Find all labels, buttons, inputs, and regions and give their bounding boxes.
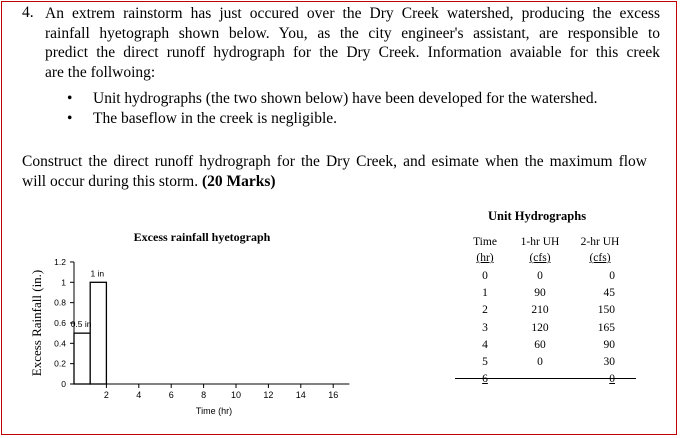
uh-header-unit: (hr): [476, 252, 494, 264]
chart-bar-label: 0.5 in: [70, 319, 92, 330]
uh-cell: 120: [531, 321, 549, 334]
x-tick-label: 8: [201, 390, 207, 400]
uh-cell: 165: [597, 321, 615, 334]
y-tick-label: 0: [61, 379, 66, 389]
uh-cell: 2: [482, 304, 488, 317]
x-tick-label: 2: [103, 390, 109, 400]
intro-line: An extrem rainstorm has just occured over the Dry Creek watershed, producing the excess: [45, 5, 660, 22]
marks-label: (20 Marks): [201, 172, 276, 190]
y-tick-label: 0.8: [54, 297, 66, 308]
uh-header-top: 1-hr UH: [520, 236, 560, 248]
uh-cell: 0: [537, 270, 543, 282]
chart-bar-label: 1 in: [90, 268, 105, 279]
chart-x-ticks: [104, 384, 338, 400]
uh-cell: 90: [603, 338, 615, 351]
chart-axes: [74, 262, 349, 384]
uh-cell: 6: [482, 373, 488, 386]
intro-line: predict the direct runoff hydrograph for the Dry Creek. Information avaiable for this creek: [45, 44, 660, 61]
uh-cell: 30: [603, 356, 615, 368]
y-tick-label: 0.4: [54, 338, 66, 349]
task-line-text: will occur during this storm.: [22, 172, 199, 190]
uh-header-unit: (cfs): [589, 252, 611, 264]
uh-table-title: Unit Hydrographs: [488, 209, 587, 223]
y-tick-label: 1.2: [54, 256, 66, 267]
uh-cell: 0: [609, 270, 615, 282]
intro-line: rainfall hyetograph shown below. You, as the city engineer's assistant, are responsible to: [45, 24, 660, 42]
chart-bars: [74, 282, 106, 384]
intro-line: are the follwoing:: [45, 63, 156, 81]
uh-cell: 0: [537, 356, 543, 368]
x-tick-label: 10: [230, 390, 242, 400]
question-number: 4.: [22, 4, 34, 21]
x-tick-label: 4: [136, 390, 142, 400]
chart-bar: [74, 333, 90, 384]
uh-cell: 150: [597, 304, 615, 317]
uh-cell: 90: [534, 287, 546, 300]
chart-ylabel: Excess Rainfall (in.): [29, 269, 44, 377]
x-tick-label: 16: [328, 390, 339, 400]
chart-bar: [90, 282, 106, 384]
uh-header-unit: (cfs): [529, 252, 551, 264]
uh-cell: 3: [482, 321, 488, 334]
bullet-text: The baseflow in the creek is negligible.: [93, 110, 338, 127]
uh-header-top: 2-hr UH: [580, 236, 620, 248]
y-tick-label: 0.2: [54, 358, 66, 369]
bullet-icon: •: [67, 110, 73, 127]
uh-cell: 0: [609, 373, 615, 386]
y-tick-label: 0.6: [54, 317, 66, 328]
uh-cell: 60: [534, 338, 546, 351]
uh-cell: 210: [531, 304, 549, 317]
uh-cell: 1: [482, 287, 488, 300]
uh-header-top: Time: [473, 236, 497, 248]
task-line: Construct the direct runoff hydrograph for the Dry Creek, and esimate when the maximum flow: [22, 153, 647, 170]
chart-xlabel: Time (hr): [195, 406, 233, 416]
uh-cell: 4: [482, 338, 488, 351]
chart-title: Excess rainfall hyetograph: [133, 230, 271, 244]
x-tick-label: 14: [295, 390, 306, 400]
uh-table-bottom-rule: [455, 378, 636, 379]
uh-cell: 5: [482, 356, 488, 368]
uh-cell: 0: [482, 270, 488, 282]
bullet-text: Unit hydrographs (the two shown below) have been developed for the watershed.: [93, 90, 598, 107]
y-tick-label: 1: [61, 277, 66, 288]
uh-cell: 45: [603, 287, 615, 300]
x-tick-label: 6: [168, 390, 174, 400]
x-tick-label: 12: [263, 390, 274, 400]
bullet-icon: •: [67, 90, 73, 107]
